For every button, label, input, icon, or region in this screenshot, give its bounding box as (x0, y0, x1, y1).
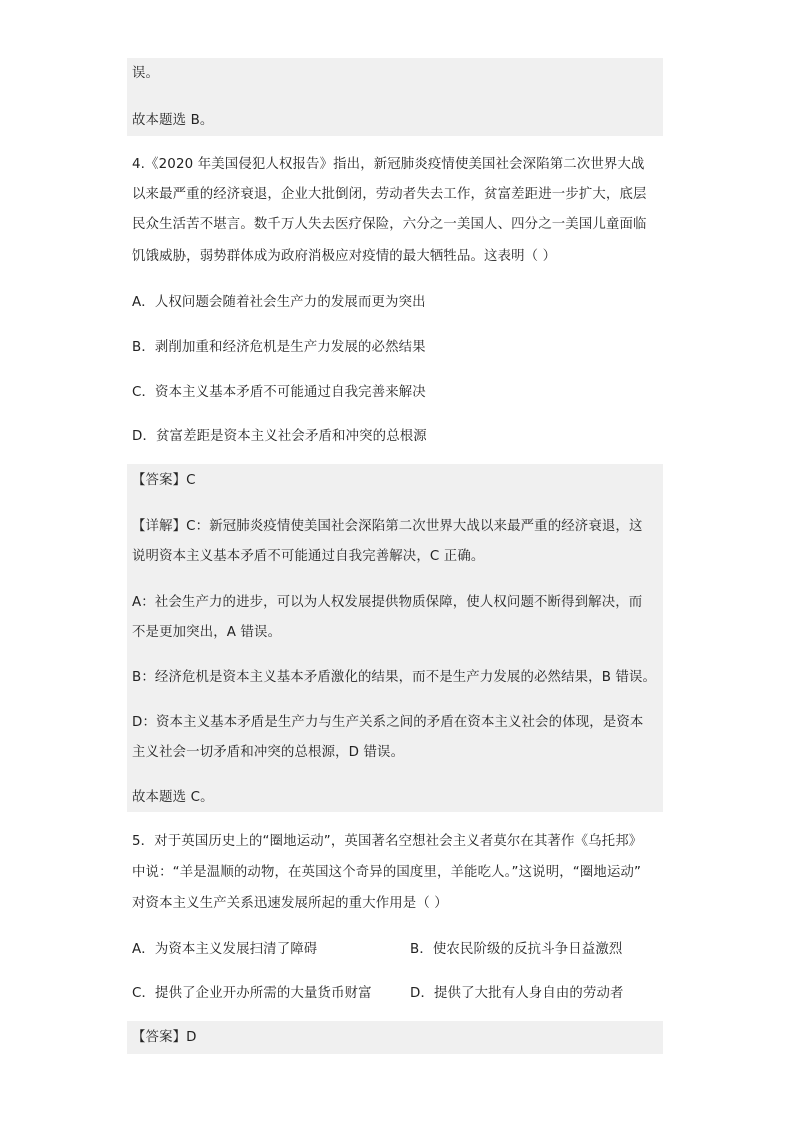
q4-explanation-line: 说明资本主义基本矛盾不可能通过自我完善解决，C 正确。 (132, 549, 485, 564)
q4-stem-line: 民众生活苦不堪言。数千万人失去医疗保险，六分之一美国人、四分之一美国儿童面临 (132, 217, 647, 232)
q5-option-a: A．为资本主义发展扫清了障碍 (132, 942, 318, 957)
q5-stem-line: 中说：“羊是温顺的动物，在英国这个奇异的国度里，羊能吃人。”这说明，“圈地运动” (132, 865, 642, 880)
q4-stem-line: 4.《2020 年美国侵犯人权报告》指出，新冠肺炎疫情使美国社会深陷第二次世界大战 (132, 157, 645, 172)
q5-stem-line: 对资本主义生产关系迅速发展所起的重大作用是（ ） (132, 896, 448, 911)
q5-answer: 【答案】D (132, 1030, 197, 1045)
q4-option-d: D．贫富差距是资本主义社会矛盾和冲突的总根源 (132, 429, 427, 444)
q4-explanation-line: 不是更加突出，A 错误。 (132, 625, 282, 640)
q5-option-b: B．使农民阶级的反抗斗争日益激烈 (410, 942, 623, 957)
q5-option-c: C．提供了企业开办所需的大量货币财富 (132, 986, 372, 1001)
prev-explanation-tail: 误。 (132, 66, 160, 81)
q5-stem-line: 5．对于英国历史上的“圈地运动”，英国著名空想社会主义者莫尔在其著作《乌托邦》 (132, 834, 643, 849)
q4-answer: 【答案】C (132, 473, 196, 488)
q4-stem-line: 以来最严重的经济衰退，企业大批倒闭，劳动者失去工作，贫富差距进一步扩大，底层 (132, 187, 647, 202)
q4-explanation-line: 【详解】C：新冠肺炎疫情使美国社会深陷第二次世界大战以来最严重的经济衰退，这 (132, 519, 643, 534)
q4-explanation-line: 主义社会一切矛盾和冲突的总根源，D 错误。 (132, 745, 405, 760)
q5-option-d: D．提供了大批有人身自由的劳动者 (410, 986, 624, 1001)
q4-explanation-line: A：社会生产力的进步，可以为人权发展提供物质保障，使人权问题不断得到解决，而 (132, 595, 643, 610)
shaded-block-q5-answer (127, 1021, 663, 1054)
q4-explanation-line: B：经济危机是资本主义基本矛盾激化的结果，而不是生产力发展的必然结果，B 错误。 (132, 670, 657, 685)
q4-option-a: A．人权问题会随着社会生产力的发展而更为突出 (132, 295, 426, 310)
prev-conclusion: 故本题选 B。 (132, 113, 214, 128)
q4-conclusion: 故本题选 C。 (132, 790, 214, 805)
q4-stem-line: 饥饿威胁，弱势群体成为政府消极应对疫情的最大牺牲品。这表明（ ） (132, 249, 557, 264)
q4-option-b: B．剥削加重和经济危机是生产力发展的必然结果 (132, 340, 426, 355)
q4-explanation-line: D：资本主义基本矛盾是生产力与生产关系之间的矛盾在资本主义社会的体现，是资本 (132, 715, 644, 730)
q4-option-c: C．资本主义基本矛盾不可能通过自我完善来解决 (132, 385, 426, 400)
